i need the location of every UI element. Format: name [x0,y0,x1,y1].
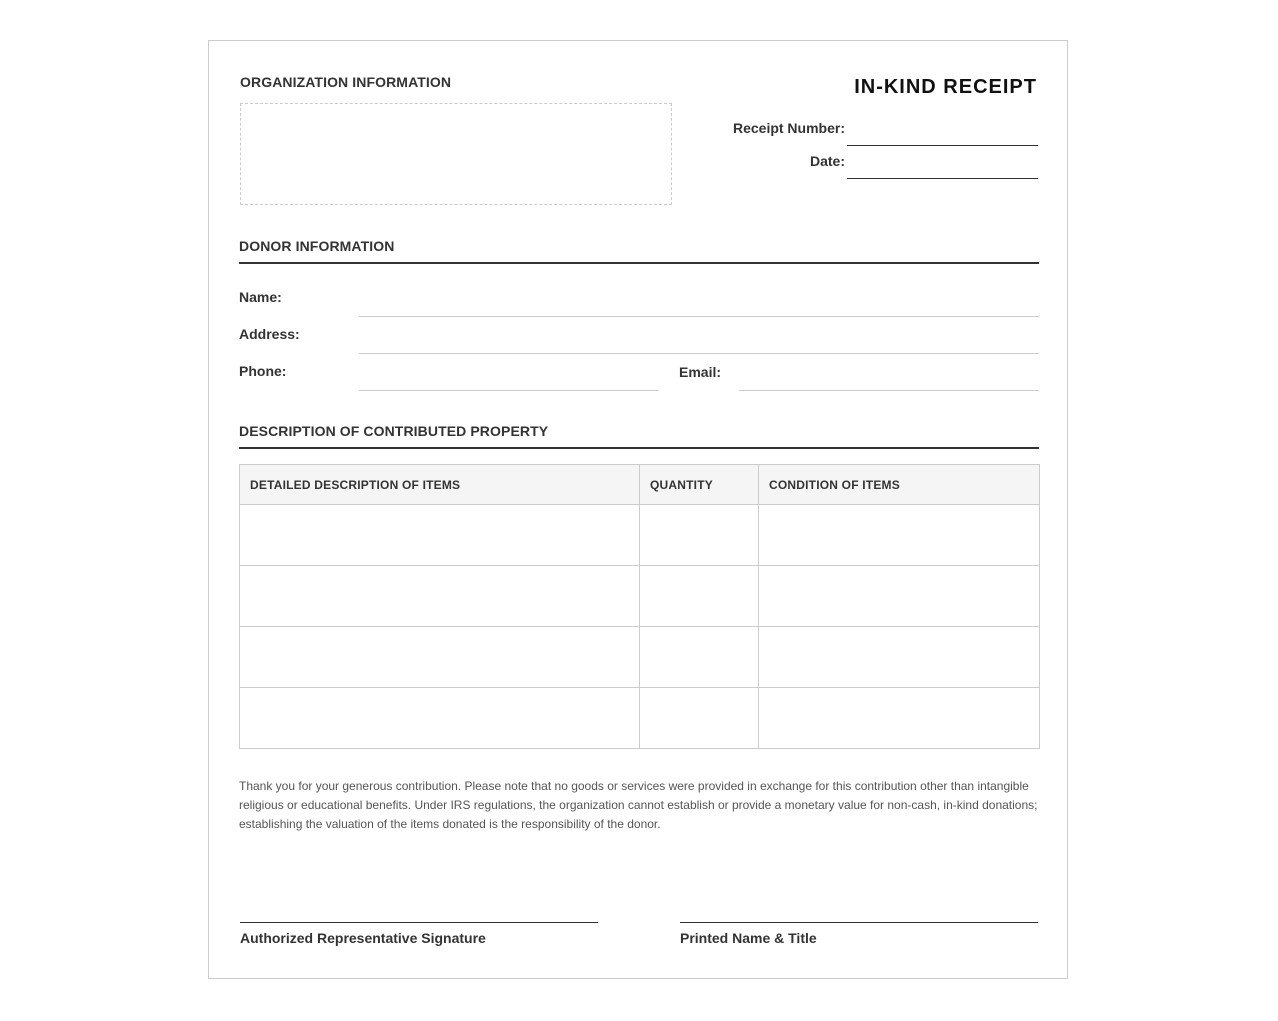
quantity-cell[interactable] [640,505,759,566]
table-row [240,688,1040,749]
donor-email-label: Email: [679,364,722,380]
quantity-cell[interactable] [640,566,759,627]
table-header-row [240,465,1040,505]
organization-info-box[interactable] [240,103,672,205]
description-cell[interactable] [240,688,640,749]
donor-address-field[interactable] [359,353,1039,354]
receipt-number-field[interactable] [847,145,1038,146]
description-cell[interactable] [240,566,640,627]
printed-name-line[interactable] [680,922,1038,923]
column-header-quantity: QUANTITY [640,465,759,505]
donor-name-field[interactable] [359,316,1039,317]
printed-name-title-label: Printed Name & Title [680,930,817,946]
property-section-divider [239,447,1039,449]
description-cell[interactable] [240,505,640,566]
table-row [240,505,1040,566]
date-label: Date: [809,153,845,169]
donor-section-title: DONOR INFORMATION [239,238,395,254]
organization-section-title: ORGANIZATION INFORMATION [240,74,452,90]
column-header-description: DETAILED DESCRIPTION OF ITEMS [240,465,640,505]
quantity-cell[interactable] [640,688,759,749]
irs-disclaimer: Thank you for your generous contribution. Please note that no goods or services were provided in exchange for this contribution other than intangible religious or educational benefits. Under IRS regulations, the organization cannot establish or provide a monetary value for non-cash, in-kind donations; establishing the valuation of the items donated is the responsibility of the donor. [239,779,1038,831]
donor-phone-label: Phone: [239,363,287,379]
receipt-title: IN-KIND RECEIPT [854,76,1037,98]
condition-cell[interactable] [759,627,1040,688]
property-section-title: DESCRIPTION OF CONTRIBUTED PROPERTY [239,423,549,439]
receipt-page [208,40,1068,979]
date-field[interactable] [847,178,1038,179]
donor-section-divider [239,262,1039,264]
receipt-number-label: Receipt Number: [732,120,845,136]
condition-cell[interactable] [759,505,1040,566]
donor-name-label: Name: [239,289,282,305]
authorized-signature-line[interactable] [240,922,598,923]
quantity-cell[interactable] [640,627,759,688]
donor-address-label: Address: [239,326,300,342]
authorized-signature-label: Authorized Representative Signature [240,930,486,946]
column-header-condition: CONDITION OF ITEMS [759,465,1040,505]
description-cell[interactable] [240,627,640,688]
donor-email-field[interactable] [739,390,1039,391]
table-row [240,627,1040,688]
table-row [240,566,1040,627]
donor-phone-field[interactable] [359,390,659,391]
condition-cell[interactable] [759,566,1040,627]
property-items-table [239,464,1040,749]
condition-cell[interactable] [759,688,1040,749]
